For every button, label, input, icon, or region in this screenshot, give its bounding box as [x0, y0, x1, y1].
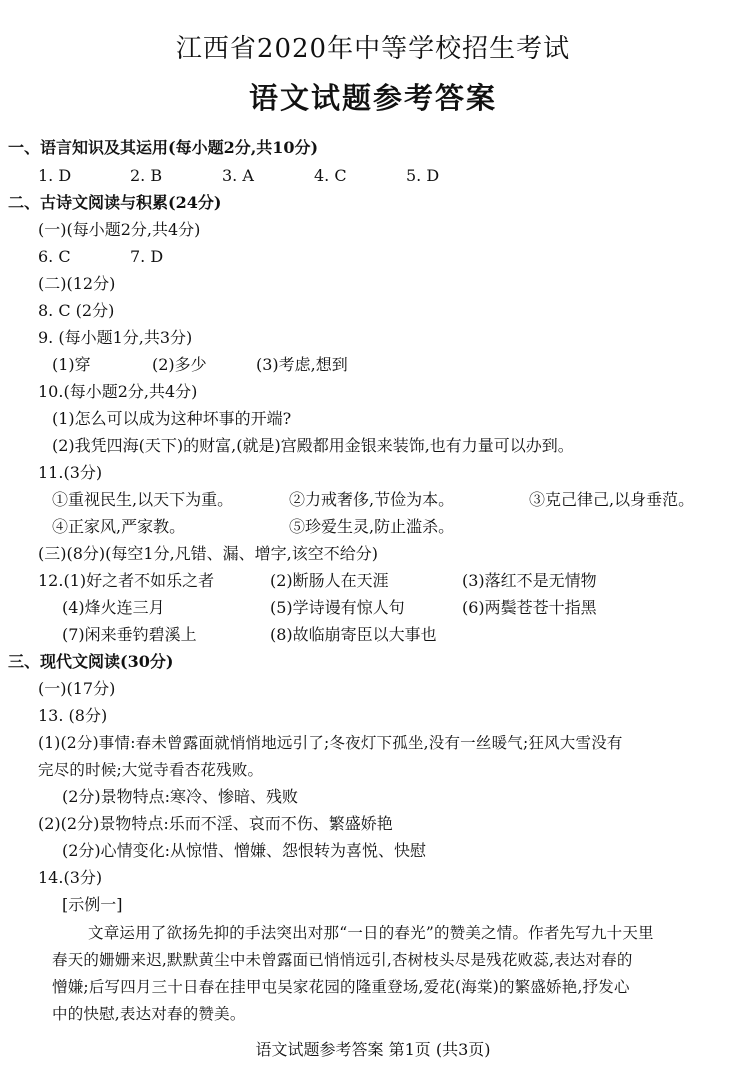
q11-points-row-2: [52, 516, 742, 538]
answer-q11-point-4: ④正家风,严家教。: [52, 517, 186, 536]
exam-title: 江西省2020年中等学校招生考试: [175, 34, 571, 64]
answer-q6: 6. C: [38, 247, 71, 266]
answer-q10-2: (2)我凭四海(天下)的财富,(就是)宫殿都用金银来装饰,也有力量可以办到。: [52, 436, 574, 455]
answer-q13-1-line-2: 完尽的时候;大觉寺看杏花残败。: [38, 761, 264, 779]
question-10-heading: 10.(每小题2分,共4分): [38, 382, 198, 401]
question-14-heading: 14.(3分): [38, 868, 103, 887]
document-title: 语文试题参考答案: [248, 81, 497, 115]
answer-q9-3: (3)考虑,想到: [256, 355, 348, 374]
answer-q14-line-1: 文章运用了欲扬先抑的手法突出对那“一日的春光”的赞美之情。作者先写九十天里: [88, 924, 654, 942]
answer-q10-1: (1)怎么可以成为这种坏事的开端?: [52, 409, 292, 428]
section-2-part-1: (一)(每小题2分,共4分): [38, 220, 201, 239]
answer-q13-2-scenery: (2)(2分)景物特点:乐而不淫、哀而不伤、繁盛娇艳: [38, 814, 393, 833]
answer-q7: 7. D: [130, 247, 164, 266]
section-3-part-1: (一)(17分): [38, 679, 116, 698]
answer-q8: 8. C (2分): [38, 301, 115, 320]
answer-q12-7: (7)闲来垂钓碧溪上: [62, 625, 197, 644]
answer-q12-3: (3)落红不是无情物: [462, 571, 597, 590]
answer-q12-2: (2)断肠人在天涯: [270, 571, 389, 590]
q12-row-1: [38, 570, 738, 592]
section-3-heading: 三、现代文阅读(30分): [8, 652, 174, 671]
answer-q11-point-2: ②力戒奢侈,节俭为本。: [289, 490, 455, 509]
answer-q4: 4. C: [314, 166, 347, 185]
answer-q9-2: (2)多少: [152, 355, 207, 374]
question-13-heading: 13. (8分): [38, 706, 108, 725]
answer-q3: 3. A: [222, 166, 254, 185]
answer-q12-5: (5)学诗谩有惊人句: [270, 598, 405, 617]
section-1-answers: [38, 165, 738, 187]
answer-q12-8: (8)故临崩寄臣以大事也: [270, 625, 437, 644]
question-11-heading: 11.(3分): [38, 463, 103, 482]
q12-row-3: [62, 624, 738, 646]
answer-q9-1: (1)穿: [52, 355, 91, 374]
answer-q1: 1. D: [38, 166, 72, 185]
example-label: [示例一]: [62, 895, 123, 914]
question-9-heading: 9. (每小题1分,共3分): [38, 328, 193, 347]
section-2-part-2: (二)(12分): [38, 274, 116, 293]
answer-q2: 2. B: [130, 166, 163, 185]
q6-q7-row: [38, 246, 338, 268]
section-2-part-3: (三)(8分)(每空1分,凡错、漏、增字,该空不给分): [38, 544, 378, 563]
page-footer: 语文试题参考答案 第1页 (共3页): [255, 1040, 491, 1059]
answer-q13-1-scenery: (2分)景物特点:寒冷、惨暗、残败: [62, 787, 299, 806]
answer-q13-1-line-1: (1)(2分)事情:春未曾露面就悄悄地远引了;冬夜灯下孤坐,没有一丝暖气;狂风大雪没有: [38, 734, 623, 752]
section-2-heading: 二、古诗文阅读与积累(24分): [8, 193, 222, 212]
answer-q5: 5. D: [406, 166, 440, 185]
section-1-heading: 一、语言知识及其运用(每小题2分,共10分): [8, 138, 319, 157]
answer-q11-point-3: ③克己律己,以身垂范。: [529, 490, 695, 509]
q11-points-row-1: [52, 489, 742, 511]
answer-q12-1: 12.(1)好之者不如乐之者: [38, 571, 215, 590]
q12-row-2: [62, 597, 738, 619]
answer-q13-2-mood: (2分)心情变化:从惊惜、憎嫌、怨恨转为喜悦、快慰: [62, 841, 427, 860]
answer-q12-6: (6)两鬓苍苍十指黑: [462, 598, 597, 617]
q9-answers: [52, 354, 552, 376]
answer-q14-line-4: 中的快慰,表达对春的赞美。: [52, 1005, 246, 1023]
answer-q12-4: (4)烽火连三月: [62, 598, 165, 617]
answer-q14-line-2: 春天的姗姗来迟,默默黄尘中未曾露面已悄悄远引,杏树枝头尽是残花败蕊,表达对春的: [52, 951, 633, 969]
answer-q11-point-1: ①重视民生,以天下为重。: [52, 490, 234, 509]
answer-q14-line-3: 憎嫌;后写四月三十日春在挂甲屯吴家花园的隆重登场,爱花(海棠)的繁盛娇艳,抒发心: [52, 978, 630, 996]
answer-q11-point-5: ⑤珍爱生灵,防止滥杀。: [289, 517, 455, 536]
